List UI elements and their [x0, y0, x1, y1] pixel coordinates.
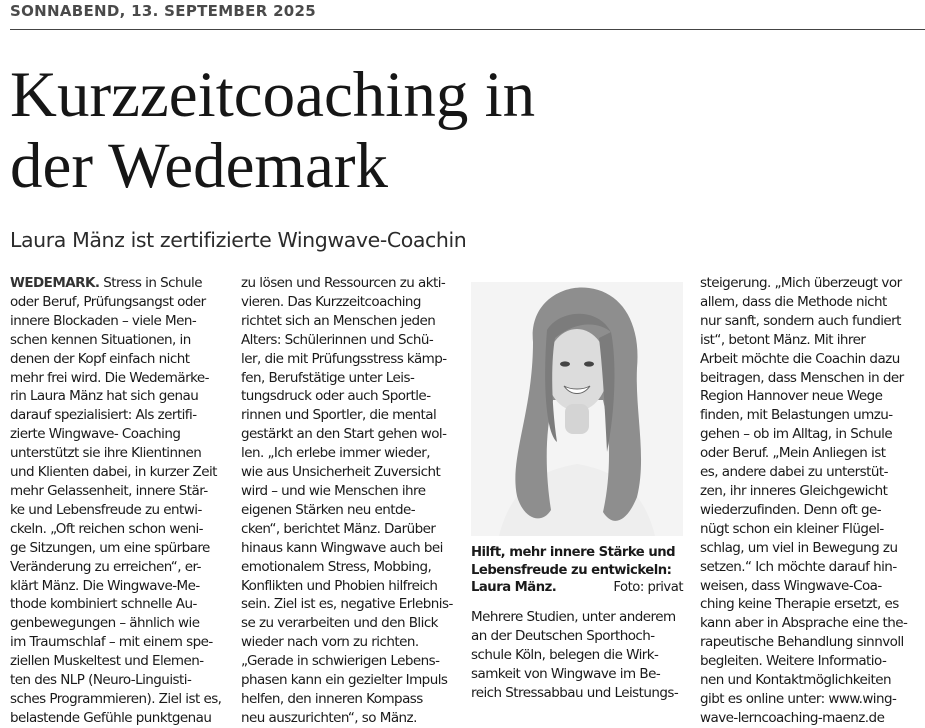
text-line: schule Köln, belegen die Wirk- — [471, 646, 659, 663]
text-line: ge Sitzungen, um eine spürbare — [10, 539, 210, 556]
article-column-3 — [471, 608, 683, 703]
text-line: phasen kann ein gezielter Impuls — [241, 672, 448, 689]
text-line: len. „Ich erlebe immer wieder, — [241, 445, 431, 462]
text-line: im Traumschlaf – mit einem spe- — [10, 634, 213, 651]
text-line: innere Blockaden – viele Men- — [10, 312, 197, 329]
text-line: schen kennen Situationen, in — [10, 331, 191, 348]
text-line: denen der Kopf einfach nicht — [10, 350, 190, 367]
text-line: vieren. Das Kurzzeitcoaching — [241, 293, 421, 310]
text-line: es, andere dabei zu unterstüt- — [700, 464, 888, 481]
text-line: hinaus kann Wingwave auch bei — [241, 539, 443, 556]
page-dateline: SONNABEND, 13. SEPTEMBER 2025 — [10, 2, 317, 20]
text-line: gibt es online unter: www.wing- — [700, 690, 897, 707]
text-line: samkeit von Wingwave im Be- — [471, 665, 661, 682]
text-line: an der Deutschen Sporthoch- — [471, 627, 655, 644]
text-line: fen, Berufstätige unter Leis- — [241, 369, 415, 386]
text-line: ziellen Muskeltest und Elemen- — [10, 653, 204, 670]
text-line: ist“, betont Mänz. Mit ihrer — [700, 331, 866, 348]
text-line: rapeutische Behandlung sinnvoll — [700, 634, 904, 651]
text-line: tungsdruck oder auch Sportle- — [241, 388, 431, 405]
text-line: steigerung. „Mich überzeugt vor — [700, 275, 902, 291]
photo-caption-block — [471, 544, 683, 597]
text-line: Region Hannover neue Wege — [700, 388, 883, 405]
text-line: Konflikten und Phobien hilfreich — [241, 577, 438, 594]
text-line: nügt schon ein kleiner Flügel- — [700, 520, 884, 537]
text-line: zierte Wingwave- Coaching — [10, 426, 181, 443]
text-line: neu auszurichten“, so Mänz. — [241, 709, 417, 726]
text-line: helfen, den inneren Kompass — [241, 690, 423, 707]
text-line: se zu verarbeiten und den Blick — [241, 615, 438, 632]
text-line: rin Laura Mänz hat sich genau — [10, 388, 199, 405]
text-line: nur sanft, sondern auch fundiert — [700, 312, 901, 329]
header-rule — [10, 29, 925, 30]
text-line: wave-lerncoaching-maenz.de — [700, 709, 885, 726]
text-line: zen, ihr inneres Gleichgewicht — [700, 482, 888, 499]
text-line: nen und Kontaktmöglichkeiten — [700, 672, 891, 689]
text-line: kann aber in Absprache eine the- — [700, 615, 908, 632]
article-dateline: WEDEMARK. — [10, 275, 100, 291]
text-line: ten des NLP (Neuro-Linguisti- — [10, 672, 192, 689]
text-line: zu lösen und Ressourcen zu akti- — [241, 275, 446, 291]
text-line: und Klienten dabei, in kurzer Zeit — [10, 464, 217, 481]
text-line: Arbeit möchte die Coachin dazu — [700, 350, 900, 367]
text-line: unterstützt sie ihre Klientinnen — [10, 445, 202, 462]
article-headline — [10, 60, 770, 202]
text-line: wiederzufinden. Denn oft ge- — [700, 501, 882, 518]
text-line: sches Programmieren). Ziel ist es, — [10, 690, 222, 707]
text-line: finden, mit Belastungen umzu- — [700, 407, 893, 424]
text-line: cken“, berichtet Mänz. Darüber — [241, 520, 436, 537]
text-line: setzen.“ Ich möchte darauf hin- — [700, 558, 897, 575]
text-line: WEDEMARK. Stress in Schule — [10, 275, 202, 291]
text-line: begleiten. Weitere Informatio- — [700, 653, 887, 670]
text-line: beitragen, dass Menschen in der — [700, 369, 904, 386]
text-line: gestärkt an den Start gehen wol- — [241, 426, 447, 443]
text-line: emotionalem Stress, Mobbing, — [241, 558, 432, 575]
text-line: eigenen Stärken neu entde- — [241, 501, 416, 518]
headline-line-2: der Wedemark — [10, 130, 388, 202]
text-line: gehen – ob im Alltag, in Schule — [700, 426, 893, 443]
text-line: mehr frei wird. Die Wedemärke- — [10, 369, 209, 386]
text-line: ler, die mit Prüfungsstress kämp- — [241, 350, 447, 367]
text-line: schlag, um viel in Bewegung zu — [700, 539, 898, 556]
text-line: ckeln. „Oft reichen schon weni- — [10, 520, 203, 537]
text-line: weisen, dass Wingwave-Coa- — [700, 577, 882, 594]
text-line: klärt Mänz. Die Wingwave-Me- — [10, 577, 200, 594]
text-line: oder Beruf. „Mein Anliegen ist — [700, 445, 886, 462]
text-line: rinnen und Sportler, die mental — [241, 407, 437, 424]
text-line: richtet sich an Menschen jeden — [241, 312, 436, 329]
photo-caption: Hilft, mehr innere Stärke und Lebensfreude zu entwickeln: Laura Mänz. — [471, 545, 676, 595]
article-column-2 — [241, 274, 454, 728]
text-line: darauf spezialisiert: Als zertifi- — [10, 407, 197, 424]
headline-line-1: Kurzzeitcoaching in — [10, 59, 536, 131]
text-line: oder Beruf, Prüfungsangst oder — [10, 293, 206, 310]
text-line: ching keine Therapie ersetzt, es — [700, 596, 899, 613]
text-line: wieder nach vorn zu richten. — [241, 634, 419, 651]
text-line: reich Stressabbau und Leistungs- — [471, 684, 679, 701]
portrait-illustration — [471, 282, 683, 536]
text-line: belastende Gefühle punktgenau — [10, 709, 212, 726]
text-line: wie aus Unsicherheit Zuversicht — [241, 464, 441, 481]
text-line: „Gerade in schwierigen Lebens- — [241, 653, 440, 670]
photo-credit: Foto: privat — [613, 580, 683, 595]
text-line: Mehrere Studien, unter anderem — [471, 609, 676, 625]
text-line: genbewegungen – ähnlich wie — [10, 615, 200, 632]
text-line: thode kombiniert schnelle Au- — [10, 596, 197, 613]
text-line: Veränderung zu erreichen“, er- — [10, 558, 201, 575]
text-line: wird – und wie Menschen ihre — [241, 482, 426, 499]
text-line: ke und Lebensfreude zu entwi- — [10, 501, 202, 518]
article-column-4 — [700, 274, 914, 728]
text-line: sein. Ziel ist es, negative Erlebnis- — [241, 596, 453, 613]
portrait-photo — [471, 282, 683, 536]
article-column-1 — [10, 274, 222, 728]
text-line: allem, dass die Methode nicht — [700, 293, 887, 310]
article-subheadline: Laura Mänz ist zertifizierte Wingwave-Coachin — [10, 228, 467, 252]
text-line: mehr Gelassenheit, innere Stär- — [10, 482, 208, 499]
text-line: Alters: Schülerinnen und Schü- — [241, 331, 434, 348]
